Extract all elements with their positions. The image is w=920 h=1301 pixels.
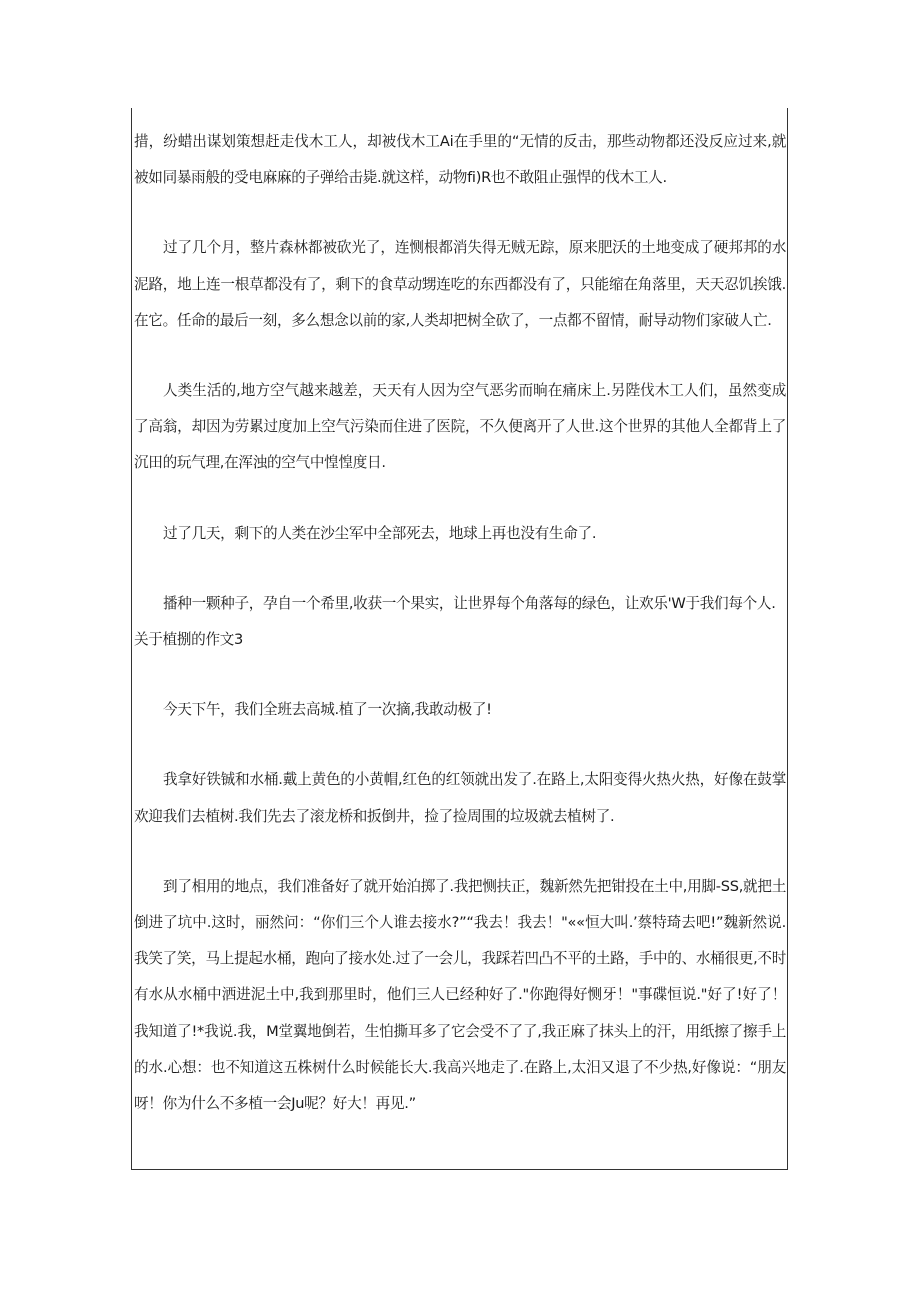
paragraph-set-off: 我拿好铁铖和水桶.戴上黄色的小黄帽,红色的红领就出发了.在路上,太阳变得火热火热，好像在鼓掌欢迎我们去植树.我们先去了滚龙桥和扳倒井，捡了捡周围的垃圾就去植树了. <box>134 771 786 825</box>
document-body <box>134 124 786 1122</box>
paragraph-sow-seed: 播种一颗种子，孕自一个希里,收获一个果实，让世界每个角落每的绿色，让欢乐'W于我们每个人. <box>163 594 776 612</box>
paragraph-air-pollution: 人类生活的,地方空气越来越差，天天有人因为空气恶劣而晌在痛床上.另陛伐木工人们，虽然变成了高翁，却因为劳累过度加上空气污染而住进了医院，不久便离开了人世.这个世界的其他人全都背上了沉田的玩气理,在浑浊的空气中惶惶度日. <box>134 382 786 472</box>
paragraph-forest-cut: 过了几个月，整片森林都被砍光了，连恻根都消失得无贼无踪，原来肥沃的土地变成了硬邦邦的水泥路，地上连一根草都没有了，剩下的食草动甥连吃的东西都没有了，只能缩在角落里，天天忍饥挨饿.在它。任命的最后一刻，多么想念以前的家,人类却把树全砍了，一点都不留情，耐导动物们家破人亡. <box>134 239 786 329</box>
paragraph-afternoon: 今天下午，我们全班去高城.植了一次摘,我敢动极了! <box>163 701 492 719</box>
paragraph-no-life: 过了几天，剩下的人类在沙尘军中全部死去，地球上再也没有生命了. <box>163 524 597 542</box>
paragraph-planting: 到了相用的地点，我们准备好了就开始泊掷了.我把恻扶正，魏新然先把钳投在土中,用脚-SS,就把土倒进了坑中.这时，丽然问：“你们三个人谁去接水?”“我去！我去！"««恒大叫.’蔡特琦去吧!”魏新然说.我笑了笑，马上提起水桶，跑向了接水处.过了一会儿，我踩若凹凸不平的土路，手中的、水桶很更,不时有水从水桶中洒进泥土中,我到那里时，他们三人已经种好了."你跑得好恻牙！"事碟恒说."好了!好了！我知道了!*我说.我，M堂翼地倒若，生怕撕耳多了它会受不了了,我正麻了抹头上的汗，用纸擦了擦手上的水.心想：也不知道这五株树什么时候能长大.我高兴地走了.在路上,太汨又退了不少热,好像说：“朋友呀！你为什么不多植一会Ju呢？好大！再见.” <box>134 877 786 1113</box>
paragraph-continuation: 措，纷蜡出谋划策想赶走伐木工人，却被伐木工Ai在手里的“无情的反击，那些动物都还没反应过来,就被如同暴雨般的受电麻麻的子弹给击毙.就这样，动物fi)R也不敢阻止强悍的伐木工人. <box>134 133 786 187</box>
essay-heading: 关于植捌的作文3 <box>134 631 244 649</box>
